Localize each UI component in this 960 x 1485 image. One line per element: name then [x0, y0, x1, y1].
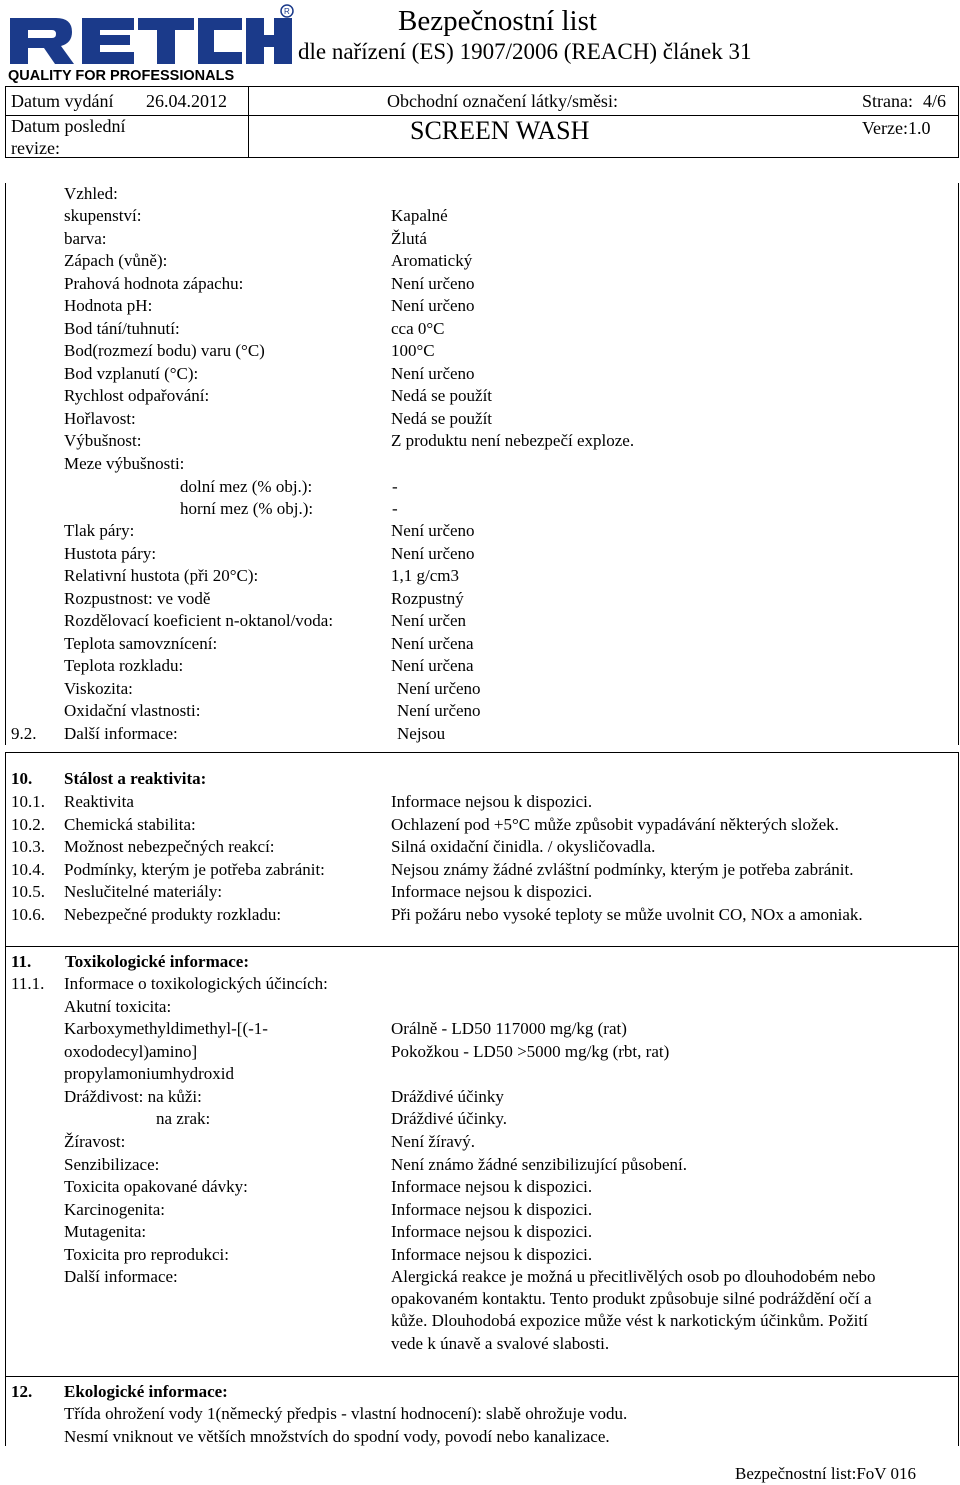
substance-oral-ld50: Orálně - LD50 117000 mg/kg (rat)	[391, 1019, 627, 1038]
section-11-1-number: 11.1.	[11, 974, 45, 993]
explosion-limits-heading: Meze výbušnosti:	[64, 454, 185, 473]
section-9-2-value: Nejsou	[397, 724, 446, 743]
eco-line2: Nesmí vniknout ve větších množstvích do spodní vody, povodí nebo kanalizace.	[64, 1427, 610, 1446]
revision-label-line2: revize:	[11, 138, 60, 158]
subsection-label: Nebezpečné produkty rozkladu:	[64, 904, 282, 924]
page-number: 4/6	[923, 91, 947, 111]
section-11-number: 11.	[11, 952, 32, 971]
property-label: Teplota rozkladu:	[64, 656, 184, 675]
section-9-2-label: Další informace:	[64, 724, 178, 743]
tox-label: Mutagenita:	[64, 1222, 147, 1241]
property-value: Aromatický	[391, 251, 473, 270]
subsection-value: Ochlazení pod +5°C může způsobit vypadávání některých složek.	[391, 814, 839, 834]
explosion-lower-value: -	[392, 477, 398, 496]
subsection-number: 10.4.	[11, 859, 45, 879]
property-value: Kapalné	[391, 206, 448, 225]
acute-toxicity-label: Akutní toxicita:	[64, 997, 172, 1016]
property-value: Z produktu není nebezpečí exploze.	[391, 431, 635, 450]
subsection-number: 10.1.	[11, 792, 45, 811]
version: Verze:1.0	[862, 118, 931, 138]
skin-irritation-value: Dráždivé účinky	[391, 1087, 504, 1106]
property-value: Není určeno	[391, 543, 475, 563]
eye-irritation-label: na zrak:	[156, 1109, 211, 1128]
property-label: Rozdělovací koeficient n-oktanol/voda:	[64, 611, 334, 630]
property-value: 100°C	[391, 341, 435, 360]
property-value: Není určeno	[391, 363, 475, 383]
property-value: Není určena	[391, 656, 474, 675]
svg-text:R: R	[284, 7, 290, 16]
property-label: Zápach (vůně):	[64, 251, 168, 270]
tox-label: Toxicita opakované dávky:	[64, 1177, 248, 1196]
subsection-value: Nejsou známy žádné zvláštní podmínky, kterým je potřeba zabránit.	[391, 859, 854, 879]
tox-other-line3: kůže. Dlouhodobá expozice může vést k narkotickým účinkům. Požití	[391, 1311, 868, 1330]
tox-value: Informace nejsou k dispozici.	[391, 1199, 593, 1219]
property-label: barva:	[64, 228, 107, 248]
tox-label: Žíravost:	[64, 1132, 126, 1151]
property-value: Nedá se použít	[391, 386, 493, 405]
issue-date: 26.04.2012	[146, 91, 227, 111]
subsection-value: Při požáru nebo vysoké teploty se může uvolnit CO, NOx a amoniak.	[391, 904, 863, 924]
eye-irritation-value: Dráždivé účinky.	[391, 1109, 507, 1128]
property-label: Relativní hustota (při 20°C):	[64, 566, 259, 585]
property-label: Hořlavost:	[64, 408, 136, 428]
property-label: Výbušnost:	[64, 431, 142, 450]
company-logo	[6, 4, 296, 84]
subsection-value: Silná oxidační činidla. / okysličovadla.	[391, 837, 656, 856]
property-value: Není určeno	[391, 521, 475, 540]
explosion-upper-value: -	[392, 499, 398, 518]
tox-other-line1: Alergická reakce je možná u přecitlivělých osob po dlouhodobém nebo	[391, 1267, 876, 1286]
section-10-number: 10.	[11, 769, 33, 788]
section-12-title: Ekologické informace:	[64, 1382, 228, 1401]
property-value: Není určen	[391, 611, 467, 630]
property-label: skupenství:	[64, 206, 142, 225]
subsection-number: 10.5.	[11, 882, 45, 901]
subsection-label: Reaktivita	[64, 792, 134, 811]
property-label: Oxidační vlastnosti:	[64, 701, 201, 720]
tox-value: Informace nejsou k dispozici.	[391, 1244, 593, 1264]
subsection-label: Chemická stabilita:	[64, 814, 196, 834]
property-label: Hustota páry:	[64, 543, 157, 563]
tox-other-label: Další informace:	[64, 1267, 178, 1286]
explosion-lower-label: dolní mez (% obj.):	[180, 477, 313, 496]
issue-date-label: Datum vydání	[11, 91, 114, 111]
property-label: Tlak páry:	[64, 521, 135, 540]
section-12-number: 12.	[11, 1382, 33, 1401]
property-value: 1,1 g/cm3	[391, 566, 459, 585]
subsection-number: 10.3.	[11, 837, 45, 856]
explosion-upper-label: horní mez (% obj.):	[180, 499, 314, 518]
tox-value: Informace nejsou k dispozici.	[391, 1222, 593, 1241]
property-label: Teplota samovznícení:	[64, 633, 218, 653]
property-value: Nedá se použít	[391, 408, 493, 428]
subsection-label: Možnost nebezpečných reakcí:	[64, 837, 275, 856]
subsection-number: 10.6.	[11, 904, 45, 924]
property-value: Není určeno	[397, 678, 481, 698]
subsection-label: Podmínky, kterým je potřeba zabránit:	[64, 859, 325, 879]
page-label: Strana:	[862, 91, 913, 111]
eco-line1: Třída ohrožení vody 1(německý předpis - vlastní hodnocení): slabě ohrožuje vodu.	[64, 1404, 628, 1423]
logo-tagline: QUALITY FOR PROFESSIONALS	[8, 68, 235, 84]
skin-irritation-label: Dráždivost: na kůži:	[64, 1087, 202, 1106]
document-subtitle: dle nařízení (ES) 1907/2006 (REACH) článek 31	[298, 39, 752, 64]
section-10-title: Stálost a reaktivita:	[64, 769, 207, 788]
property-value: Není určeno	[391, 296, 475, 315]
property-label: Bod tání/tuhnutí:	[64, 318, 180, 338]
footer-document-id: Bezpečnostní list:FoV 016	[735, 1464, 917, 1483]
product-name: SCREEN WASH	[410, 116, 590, 145]
tox-value: Není žíravý.	[391, 1132, 476, 1151]
property-label: Hodnota pH:	[64, 296, 153, 315]
tox-value: Informace nejsou k dispozici.	[391, 1177, 593, 1196]
section-11-title: Toxikologické informace:	[65, 952, 249, 971]
substance-name-line1: Karboxymethyldimethyl-[(-1-	[64, 1019, 268, 1038]
appearance-heading: Vzhled:	[64, 184, 118, 203]
substance-name-line2: oxododecyl)amino]	[64, 1042, 198, 1061]
subsection-label: Neslučitelné materiály:	[64, 882, 223, 901]
tox-label: Toxicita pro reprodukci:	[64, 1244, 229, 1264]
property-value: Není určena	[391, 633, 474, 653]
property-label: Prahová hodnota zápachu:	[64, 273, 244, 293]
tox-other-line2: opakovaném kontaktu. Tento produkt způsobuje silné podráždění očí a	[391, 1289, 872, 1308]
property-label: Rozpustnost: ve vodě	[64, 588, 211, 608]
property-value: Žlutá	[391, 228, 427, 248]
property-label: Rychlost odpařování:	[64, 386, 210, 405]
subsection-number: 10.2.	[11, 814, 45, 834]
revision-label-line1: Datum poslední	[11, 116, 126, 136]
subsection-value: Informace nejsou k dispozici.	[391, 882, 593, 901]
property-value: Není určeno	[397, 701, 481, 720]
section-11-1-title: Informace o toxikologických účincích:	[64, 974, 328, 993]
tox-label: Karcinogenita:	[64, 1199, 166, 1219]
property-label: Bod(rozmezí bodu) varu (°C)	[64, 341, 265, 360]
tox-value: Není známo žádné senzibilizující působení.	[391, 1154, 687, 1174]
substance-name-line3: propylamoniumhydroxid	[64, 1064, 234, 1083]
property-label: Bod vzplanutí (°C):	[64, 363, 199, 383]
document-title: Bezpečnostní list	[398, 5, 597, 37]
property-value: Není určeno	[391, 273, 475, 293]
trade-name-label: Obchodní označení látky/směsi:	[387, 91, 618, 111]
property-value: Rozpustný	[391, 588, 464, 608]
tox-other-line4: vede k únavě a svalové slabosti.	[391, 1334, 610, 1353]
section-9-2-number: 9.2.	[11, 724, 37, 743]
subsection-value: Informace nejsou k dispozici.	[391, 792, 593, 811]
substance-dermal-ld50: Pokožkou - LD50 >5000 mg/kg (rbt, rat)	[391, 1042, 670, 1061]
property-label: Viskozita:	[64, 678, 133, 698]
property-value: cca 0°C	[391, 318, 445, 338]
tox-label: Senzibilizace:	[64, 1154, 160, 1174]
